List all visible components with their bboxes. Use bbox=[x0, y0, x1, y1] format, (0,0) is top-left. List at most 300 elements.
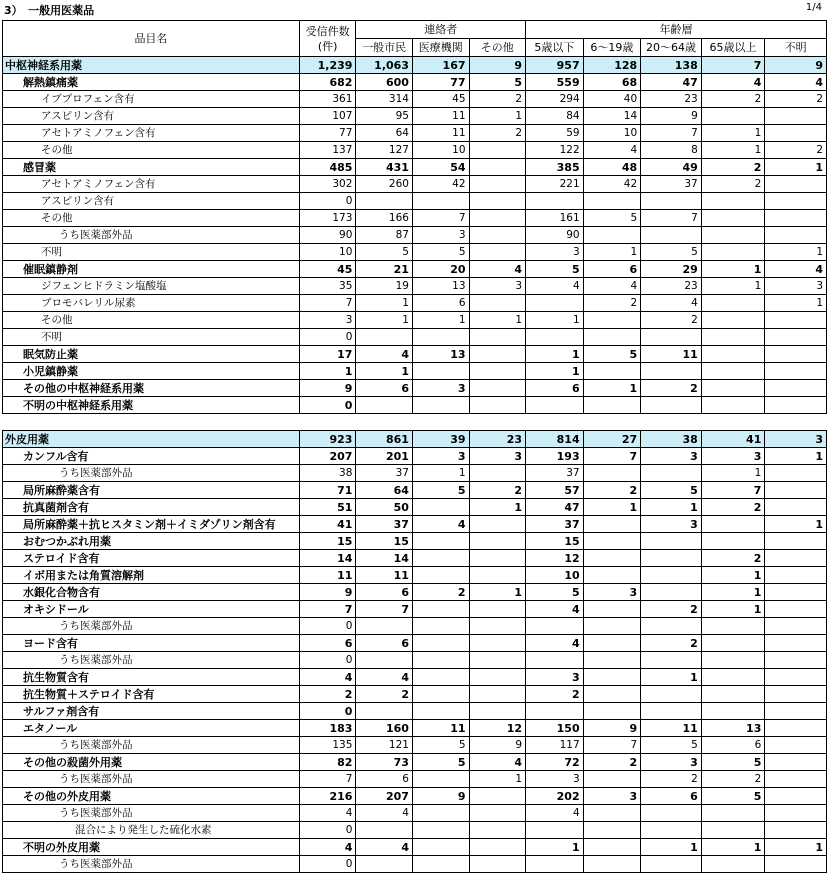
age-cell bbox=[641, 550, 702, 567]
age-cell: 1 bbox=[583, 244, 641, 261]
item-name-cell: エタノール bbox=[3, 720, 300, 737]
age-cell: 193 bbox=[526, 448, 584, 465]
contact-cell: 45 bbox=[412, 91, 469, 108]
contact-cell: 4 bbox=[469, 261, 526, 278]
item-name-cell: おむつかぶれ用薬 bbox=[3, 533, 300, 550]
age-cell bbox=[526, 414, 584, 431]
item-name-cell: その他の殺菌外用薬 bbox=[3, 754, 300, 771]
item-name-cell: イブプロフェン含有 bbox=[3, 91, 300, 108]
age-cell bbox=[641, 584, 702, 601]
item-name-cell: うち医薬部外品 bbox=[3, 652, 300, 669]
contact-cell: 95 bbox=[356, 108, 413, 125]
contact-cell: 2 bbox=[469, 91, 526, 108]
age-cell: 5 bbox=[641, 737, 702, 754]
age-cell: 4 bbox=[765, 74, 827, 91]
table-row bbox=[3, 771, 827, 788]
contact-cell: 1 bbox=[356, 363, 413, 380]
age-cell: 5 bbox=[701, 788, 765, 805]
contact-cell: 2 bbox=[469, 125, 526, 142]
age-cell bbox=[765, 584, 827, 601]
item-name-cell: 混合により発生した硫化水素 bbox=[3, 822, 300, 839]
age-column-header: 20～64歳 bbox=[641, 39, 702, 57]
table-row bbox=[3, 91, 827, 108]
contact-cell bbox=[356, 703, 413, 720]
contact-cell bbox=[356, 414, 413, 431]
age-cell: 1 bbox=[526, 346, 584, 363]
contact-cell bbox=[469, 363, 526, 380]
contact-cell bbox=[469, 176, 526, 193]
statistics-table bbox=[2, 20, 827, 873]
contact-cell: 37 bbox=[356, 516, 413, 533]
item-name-cell: 局所麻酔薬＋抗ヒスタミン剤＋イミダゾリン剤含有 bbox=[3, 516, 300, 533]
age-cell bbox=[641, 193, 702, 210]
contact-cell: 7 bbox=[412, 210, 469, 227]
item-name-cell: 不明 bbox=[3, 329, 300, 346]
item-name-cell: アスピリン含有 bbox=[3, 108, 300, 125]
contact-cell bbox=[412, 533, 469, 550]
contact-cell: 1 bbox=[469, 312, 526, 329]
age-cell bbox=[701, 346, 765, 363]
table-row bbox=[3, 482, 827, 499]
age-cell bbox=[765, 601, 827, 618]
contact-cell bbox=[356, 397, 413, 414]
age-cell: 2 bbox=[701, 499, 765, 516]
table-row bbox=[3, 159, 827, 176]
age-cell bbox=[583, 686, 641, 703]
age-cell bbox=[641, 567, 702, 584]
contact-cell: 3 bbox=[412, 380, 469, 397]
age-column-header: 6～19歳 bbox=[583, 39, 641, 57]
table-row bbox=[3, 346, 827, 363]
age-cell: 1 bbox=[701, 278, 765, 295]
age-cell bbox=[583, 533, 641, 550]
age-cell: 9 bbox=[641, 108, 702, 125]
item-name-cell: 不明の中枢神経系用薬 bbox=[3, 397, 300, 414]
item-name-cell: 不明の外皮用薬 bbox=[3, 839, 300, 856]
contact-cell: 4 bbox=[356, 669, 413, 686]
age-cell bbox=[765, 771, 827, 788]
age-cell: 49 bbox=[641, 159, 702, 176]
item-name-cell: うち医薬部外品 bbox=[3, 771, 300, 788]
age-cell: 1 bbox=[701, 584, 765, 601]
age-cell bbox=[701, 210, 765, 227]
age-cell: 2 bbox=[641, 380, 702, 397]
count-cell: 3 bbox=[299, 312, 356, 329]
age-cell bbox=[583, 618, 641, 635]
table-row bbox=[3, 210, 827, 227]
age-cell bbox=[765, 567, 827, 584]
table-row bbox=[3, 329, 827, 346]
contact-cell: 20 bbox=[412, 261, 469, 278]
contact-cell: 5 bbox=[412, 244, 469, 261]
item-name-cell: ステロイド含有 bbox=[3, 550, 300, 567]
age-cell: 3 bbox=[526, 771, 584, 788]
contact-cell bbox=[469, 346, 526, 363]
table-row bbox=[3, 703, 827, 720]
age-cell: 47 bbox=[526, 499, 584, 516]
age-cell: 1 bbox=[701, 839, 765, 856]
contact-cell: 37 bbox=[356, 465, 413, 482]
age-cell: 6 bbox=[641, 788, 702, 805]
contact-cell: 6 bbox=[356, 380, 413, 397]
age-cell bbox=[583, 822, 641, 839]
age-cell: 2 bbox=[765, 142, 827, 159]
age-cell bbox=[701, 312, 765, 329]
count-cell: 485 bbox=[299, 159, 356, 176]
age-cell: 1 bbox=[765, 448, 827, 465]
age-cell: 37 bbox=[526, 465, 584, 482]
age-cell bbox=[701, 227, 765, 244]
age-cell bbox=[765, 482, 827, 499]
table-row bbox=[3, 652, 827, 669]
age-cell bbox=[583, 703, 641, 720]
table-row bbox=[3, 618, 827, 635]
count-cell: 0 bbox=[299, 618, 356, 635]
count-cell: 0 bbox=[299, 329, 356, 346]
age-cell: 5 bbox=[526, 584, 584, 601]
age-cell: 1 bbox=[701, 142, 765, 159]
age-cell: 9 bbox=[583, 720, 641, 737]
age-cell: 1 bbox=[701, 125, 765, 142]
table-row bbox=[3, 584, 827, 601]
age-cell: 8 bbox=[641, 142, 702, 159]
age-cell bbox=[583, 652, 641, 669]
age-cell bbox=[765, 788, 827, 805]
age-cell: 2 bbox=[701, 550, 765, 567]
contact-cell: 19 bbox=[356, 278, 413, 295]
count-cell bbox=[299, 414, 356, 431]
count-cell: 183 bbox=[299, 720, 356, 737]
count-cell: 4 bbox=[299, 805, 356, 822]
age-cell bbox=[765, 720, 827, 737]
contact-cell bbox=[412, 652, 469, 669]
contact-cell: 2 bbox=[356, 686, 413, 703]
contact-cell bbox=[356, 822, 413, 839]
item-name-cell: うち医薬部外品 bbox=[3, 805, 300, 822]
contact-cell bbox=[469, 601, 526, 618]
contact-cell bbox=[469, 550, 526, 567]
table-row bbox=[3, 754, 827, 771]
spacer-row bbox=[3, 414, 827, 431]
contact-cell bbox=[412, 805, 469, 822]
age-cell bbox=[765, 686, 827, 703]
contact-cell bbox=[469, 329, 526, 346]
table-header bbox=[3, 21, 827, 57]
age-cell bbox=[701, 635, 765, 652]
contact-cell: 9 bbox=[469, 737, 526, 754]
contact-cell: 64 bbox=[356, 482, 413, 499]
count-cell: 0 bbox=[299, 652, 356, 669]
contact-cell: 2 bbox=[412, 584, 469, 601]
count-cell: 4 bbox=[299, 669, 356, 686]
age-cell: 10 bbox=[583, 125, 641, 142]
age-cell: 57 bbox=[526, 482, 584, 499]
contact-cell bbox=[412, 397, 469, 414]
age-cell bbox=[526, 329, 584, 346]
contact-cell: 6 bbox=[356, 584, 413, 601]
contact-cell bbox=[469, 227, 526, 244]
age-cell: 23 bbox=[641, 91, 702, 108]
contact-cell bbox=[469, 159, 526, 176]
count-cell: 9 bbox=[299, 584, 356, 601]
age-cell bbox=[583, 635, 641, 652]
contact-cell bbox=[412, 618, 469, 635]
age-cell: 1 bbox=[701, 601, 765, 618]
item-column-header: 品目名 bbox=[3, 21, 300, 57]
age-cell: 4 bbox=[583, 278, 641, 295]
age-cell: 4 bbox=[526, 805, 584, 822]
count-cell: 135 bbox=[299, 737, 356, 754]
contact-cell bbox=[412, 567, 469, 584]
contact-cell: 1,063 bbox=[356, 57, 413, 74]
age-cell bbox=[641, 329, 702, 346]
contact-cell: 201 bbox=[356, 448, 413, 465]
age-cell: 7 bbox=[641, 210, 702, 227]
age-cell: 559 bbox=[526, 74, 584, 91]
age-cell: 4 bbox=[583, 142, 641, 159]
contact-cell bbox=[412, 414, 469, 431]
contact-cell: 431 bbox=[356, 159, 413, 176]
age-cell: 1 bbox=[583, 499, 641, 516]
contact-cell bbox=[412, 193, 469, 210]
age-cell: 10 bbox=[526, 567, 584, 584]
table-row bbox=[3, 278, 827, 295]
age-cell bbox=[583, 839, 641, 856]
contact-cell: 11 bbox=[356, 567, 413, 584]
age-cell: 41 bbox=[701, 431, 765, 448]
count-cell: 302 bbox=[299, 176, 356, 193]
count-cell: 361 bbox=[299, 91, 356, 108]
age-cell: 2 bbox=[583, 754, 641, 771]
age-cell bbox=[765, 499, 827, 516]
table-row bbox=[3, 465, 827, 482]
age-cell: 1 bbox=[701, 465, 765, 482]
age-cell: 29 bbox=[641, 261, 702, 278]
age-cell bbox=[701, 244, 765, 261]
section-title: 3） 一般用医薬品 bbox=[4, 4, 95, 17]
age-cell: 1 bbox=[765, 295, 827, 312]
contact-cell bbox=[412, 856, 469, 873]
age-cell bbox=[701, 363, 765, 380]
item-name-cell: イボ用または角質溶解剤 bbox=[3, 567, 300, 584]
age-cell: 2 bbox=[701, 91, 765, 108]
age-cell bbox=[583, 805, 641, 822]
age-cell: 150 bbox=[526, 720, 584, 737]
table-row bbox=[3, 380, 827, 397]
contact-cell bbox=[469, 703, 526, 720]
age-cell: 3 bbox=[583, 788, 641, 805]
age-cell bbox=[583, 601, 641, 618]
count-cell: 207 bbox=[299, 448, 356, 465]
contact-cell bbox=[469, 414, 526, 431]
age-group-header: 年齢層 bbox=[526, 21, 827, 39]
age-cell bbox=[583, 856, 641, 873]
contact-cell bbox=[356, 329, 413, 346]
age-cell bbox=[701, 414, 765, 431]
age-cell bbox=[765, 312, 827, 329]
age-cell: 11 bbox=[641, 346, 702, 363]
age-cell: 2 bbox=[583, 295, 641, 312]
age-cell bbox=[583, 193, 641, 210]
item-name-cell: うち医薬部外品 bbox=[3, 618, 300, 635]
age-cell: 3 bbox=[583, 584, 641, 601]
contact-cell: 14 bbox=[356, 550, 413, 567]
age-cell: 68 bbox=[583, 74, 641, 91]
contact-cell bbox=[469, 533, 526, 550]
age-cell: 814 bbox=[526, 431, 584, 448]
age-cell: 37 bbox=[641, 176, 702, 193]
age-cell: 2 bbox=[641, 635, 702, 652]
age-cell bbox=[583, 465, 641, 482]
item-name-cell: うち医薬部外品 bbox=[3, 856, 300, 873]
age-cell: 3 bbox=[641, 516, 702, 533]
age-cell bbox=[765, 176, 827, 193]
age-cell bbox=[641, 227, 702, 244]
item-name-cell: オキシドール bbox=[3, 601, 300, 618]
age-cell: 161 bbox=[526, 210, 584, 227]
contact-cell bbox=[412, 771, 469, 788]
count-cell: 2 bbox=[299, 686, 356, 703]
age-cell bbox=[765, 397, 827, 414]
count-cell: 77 bbox=[299, 125, 356, 142]
contact-cell: 6 bbox=[412, 295, 469, 312]
age-cell bbox=[765, 669, 827, 686]
item-name-cell: 抗真菌剤含有 bbox=[3, 499, 300, 516]
count-cell: 107 bbox=[299, 108, 356, 125]
age-cell: 3 bbox=[526, 669, 584, 686]
age-cell bbox=[701, 193, 765, 210]
table-row bbox=[3, 856, 827, 873]
contact-cell: 166 bbox=[356, 210, 413, 227]
age-cell bbox=[641, 397, 702, 414]
item-name-cell: 小児鎮静薬 bbox=[3, 363, 300, 380]
contact-cell bbox=[412, 550, 469, 567]
age-cell bbox=[583, 550, 641, 567]
age-cell bbox=[641, 856, 702, 873]
contact-group-header: 連絡者 bbox=[356, 21, 526, 39]
contact-cell bbox=[412, 686, 469, 703]
age-cell bbox=[526, 397, 584, 414]
contact-cell bbox=[412, 363, 469, 380]
count-cell: 1,239 bbox=[299, 57, 356, 74]
contact-cell: 1 bbox=[469, 771, 526, 788]
count-cell: 51 bbox=[299, 499, 356, 516]
age-cell bbox=[641, 465, 702, 482]
count-cell: 71 bbox=[299, 482, 356, 499]
age-cell: 7 bbox=[583, 737, 641, 754]
age-cell bbox=[526, 703, 584, 720]
age-cell bbox=[765, 822, 827, 839]
item-name-cell: ジフェンヒドラミン塩酸塩 bbox=[3, 278, 300, 295]
item-name-cell: アセトアミノフェン含有 bbox=[3, 125, 300, 142]
table-row bbox=[3, 839, 827, 856]
age-cell: 15 bbox=[526, 533, 584, 550]
age-cell: 2 bbox=[641, 771, 702, 788]
age-cell: 1 bbox=[765, 839, 827, 856]
age-cell: 1 bbox=[765, 244, 827, 261]
age-cell bbox=[765, 805, 827, 822]
age-cell: 2 bbox=[641, 312, 702, 329]
item-name-cell: 催眠鎮静剤 bbox=[3, 261, 300, 278]
contact-cell: 6 bbox=[356, 771, 413, 788]
count-cell: 0 bbox=[299, 397, 356, 414]
contact-cell bbox=[469, 669, 526, 686]
item-name-cell: カンフル含有 bbox=[3, 448, 300, 465]
table-row bbox=[3, 108, 827, 125]
age-cell: 3 bbox=[765, 431, 827, 448]
age-cell: 84 bbox=[526, 108, 584, 125]
contact-cell bbox=[412, 635, 469, 652]
age-cell bbox=[526, 193, 584, 210]
age-cell: 1 bbox=[526, 312, 584, 329]
item-name-cell bbox=[3, 414, 300, 431]
contact-cell: 260 bbox=[356, 176, 413, 193]
age-column-header: 不明 bbox=[765, 39, 827, 57]
count-cell: 4 bbox=[299, 839, 356, 856]
table-row bbox=[3, 720, 827, 737]
age-cell bbox=[765, 550, 827, 567]
age-cell: 7 bbox=[583, 448, 641, 465]
table-row bbox=[3, 397, 827, 414]
contact-cell: 6 bbox=[356, 635, 413, 652]
age-cell bbox=[526, 856, 584, 873]
age-cell bbox=[641, 686, 702, 703]
age-cell bbox=[765, 635, 827, 652]
table-row bbox=[3, 788, 827, 805]
age-cell bbox=[765, 108, 827, 125]
table-row bbox=[3, 669, 827, 686]
contact-cell: 42 bbox=[412, 176, 469, 193]
table-row bbox=[3, 312, 827, 329]
age-cell bbox=[701, 669, 765, 686]
count-header-top: 受信件数 bbox=[305, 24, 350, 38]
contact-cell: 207 bbox=[356, 788, 413, 805]
age-cell bbox=[765, 380, 827, 397]
contact-cell bbox=[412, 839, 469, 856]
contact-column-header: 一般市民 bbox=[356, 39, 413, 57]
item-name-cell: 水銀化合物含有 bbox=[3, 584, 300, 601]
item-name-cell: 局所麻酔薬含有 bbox=[3, 482, 300, 499]
table-row bbox=[3, 142, 827, 159]
age-cell: 5 bbox=[526, 261, 584, 278]
age-cell bbox=[765, 363, 827, 380]
age-cell: 1 bbox=[701, 261, 765, 278]
table-row bbox=[3, 822, 827, 839]
count-cell: 0 bbox=[299, 703, 356, 720]
contact-cell: 13 bbox=[412, 278, 469, 295]
age-cell bbox=[701, 533, 765, 550]
contact-cell: 314 bbox=[356, 91, 413, 108]
age-cell: 138 bbox=[641, 57, 702, 74]
contact-cell: 1 bbox=[469, 584, 526, 601]
age-cell bbox=[765, 125, 827, 142]
count-cell: 90 bbox=[299, 227, 356, 244]
contact-cell: 1 bbox=[469, 499, 526, 516]
age-cell bbox=[583, 397, 641, 414]
contact-cell bbox=[356, 193, 413, 210]
age-cell: 11 bbox=[641, 720, 702, 737]
age-cell bbox=[701, 805, 765, 822]
contact-cell: 13 bbox=[412, 346, 469, 363]
contact-cell bbox=[356, 618, 413, 635]
count-cell: 11 bbox=[299, 567, 356, 584]
contact-cell: 21 bbox=[356, 261, 413, 278]
age-cell: 5 bbox=[701, 754, 765, 771]
contact-cell: 5 bbox=[356, 244, 413, 261]
age-cell bbox=[701, 295, 765, 312]
count-column-header bbox=[299, 21, 356, 57]
contact-cell bbox=[469, 142, 526, 159]
